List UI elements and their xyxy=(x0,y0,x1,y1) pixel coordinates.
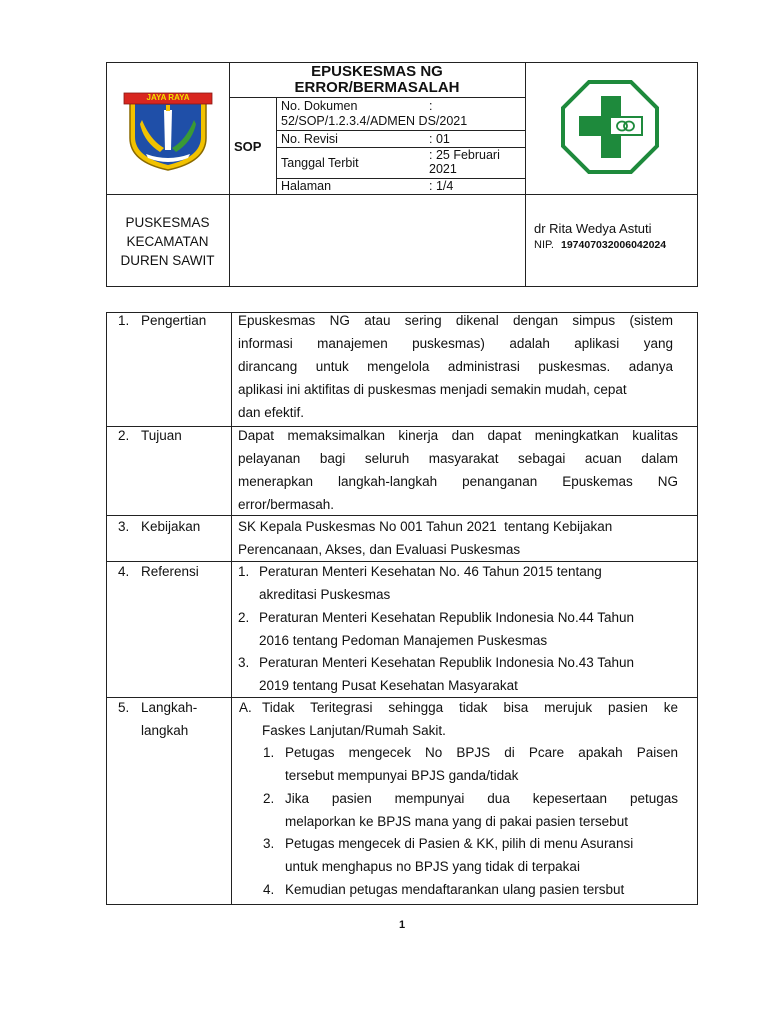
section-number: 2. xyxy=(118,428,130,443)
tujuan-line: error/bermasah. xyxy=(238,497,335,512)
step-group-text: Tidak Teritegrasi sehingga tidak bisa merujuk pasien ke xyxy=(262,700,678,715)
step-text: Jika pasien mempunyai dua kepesertaan petugas xyxy=(285,791,678,806)
signer-name: dr Rita Wedya Astuti xyxy=(534,221,652,236)
reference-number: 2. xyxy=(238,610,250,625)
page-number: 1 xyxy=(398,919,406,931)
section-number: 5. xyxy=(118,700,130,715)
doc-no-label: No. Dokumen xyxy=(281,99,358,113)
section-number: 1. xyxy=(118,313,130,328)
puskesmas-cross-logo xyxy=(559,78,661,176)
revision-value: : 01 xyxy=(429,132,450,146)
jaya-raya-logo xyxy=(120,90,216,172)
page-title: EPUSKESMAS NG xyxy=(311,63,443,80)
section-number: 4. xyxy=(118,564,130,579)
nip-value: 197407032006042024 xyxy=(561,239,667,251)
section-label-referensi: Referensi xyxy=(141,564,199,579)
step-text-cont: untuk menghapus no BPJS yang tidak di terpakai xyxy=(285,859,580,874)
step-text-cont: melaporkan ke BPJS mana yang di pakai pasien tersebut xyxy=(285,814,628,829)
revision-label: No. Revisi xyxy=(281,132,338,146)
org-name-line1: PUSKESMAS xyxy=(125,215,210,230)
step-text: Kemudian petugas mendaftarankan ulang pasien tersbut xyxy=(285,882,625,897)
reference-number: 3. xyxy=(238,655,250,670)
reference-item: Peraturan Menteri Kesehatan No. 46 Tahun 2015 tentang xyxy=(259,564,602,579)
publish-date-label: Tanggal Terbit xyxy=(281,156,359,170)
nip-label: NIP. xyxy=(534,239,554,251)
section-number: 3. xyxy=(118,519,130,534)
reference-item-cont: 2016 tentang Pedoman Manajemen Puskesmas xyxy=(259,633,548,648)
step-number: 2. xyxy=(263,791,275,806)
pengertian-line: dirancang untuk mengelola administrasi puskesmas. adanya xyxy=(238,359,673,374)
step-text-cont: tersebut mempunyai BPJS ganda/tidak xyxy=(285,768,519,783)
doc-no-sep: : xyxy=(429,99,433,113)
tujuan-line: pelayanan bagi seluruh masyarakat sebagai acuan dalam xyxy=(238,451,678,466)
reference-item: Peraturan Menteri Kesehatan Republik Indonesia No.43 Tahun xyxy=(259,655,635,670)
pengertian-line: aplikasi ini aktifitas di puskesmas menjadi semakin mudah, cepat xyxy=(238,382,627,397)
kebijakan-line: SK Kepala Puskesmas No 001 Tahun 2021 tentang Kebijakan xyxy=(238,519,613,534)
publish-date-value: : 25 Februari xyxy=(429,148,500,162)
sop-label: SOP xyxy=(234,139,262,154)
logo-motto: JAYA RAYA xyxy=(146,93,190,102)
page-label: Halaman xyxy=(281,179,332,193)
section-label-langkah-cont: langkah xyxy=(141,723,189,738)
pengertian-line: Epuskesmas NG atau sering dikenal dengan simpus (sistem xyxy=(238,313,673,328)
page-title-line2: ERROR/BERMASALAH xyxy=(294,79,460,96)
org-name-line3: DUREN SAWIT xyxy=(120,253,215,268)
step-number: 3. xyxy=(263,836,275,851)
doc-no-value: 52/SOP/1.2.3.4/ADMEN DS/2021 xyxy=(281,114,468,128)
step-group-letter: A. xyxy=(239,700,252,715)
reference-item-cont: akreditasi Puskesmas xyxy=(259,587,391,602)
step-text: Petugas mengecek di Pasien & KK, pilih di menu Asuransi xyxy=(285,836,634,851)
section-label-pengertian: Pengertian xyxy=(141,313,207,328)
tujuan-line: Dapat memaksimalkan kinerja dan dapat meningkatkan kualitas xyxy=(238,428,678,443)
tujuan-line: menerapkan langkah-langkah penanganan Epuskemas NG xyxy=(238,474,678,489)
page-value: : 1/4 xyxy=(429,179,454,193)
section-label-kebijakan: Kebijakan xyxy=(141,519,201,534)
step-number: 4. xyxy=(263,882,275,897)
step-group-text-cont: Faskes Lanjutan/Rumah Sakit. xyxy=(262,723,446,738)
org-name-line2: KECAMATAN xyxy=(126,234,209,249)
pengertian-line: informasi manajemen puskesmas) adalah aplikasi yang xyxy=(238,336,673,351)
kebijakan-line: Perencanaan, Akses, dan Evaluasi Puskesmas xyxy=(238,542,521,557)
reference-item-cont: 2019 tentang Pusat Kesehatan Masyarakat xyxy=(259,678,518,693)
pengertian-line: dan efektif. xyxy=(238,405,305,420)
step-text: Petugas mengecek No BPJS di Pcare apakah Paisen xyxy=(285,745,678,760)
section-label-langkah: Langkah- xyxy=(141,700,198,715)
step-number: 1. xyxy=(263,745,275,760)
publish-date-year: 2021 xyxy=(429,162,457,176)
reference-item: Peraturan Menteri Kesehatan Republik Indonesia No.44 Tahun xyxy=(259,610,635,625)
section-label-tujuan: Tujuan xyxy=(141,428,182,443)
reference-number: 1. xyxy=(238,564,250,579)
